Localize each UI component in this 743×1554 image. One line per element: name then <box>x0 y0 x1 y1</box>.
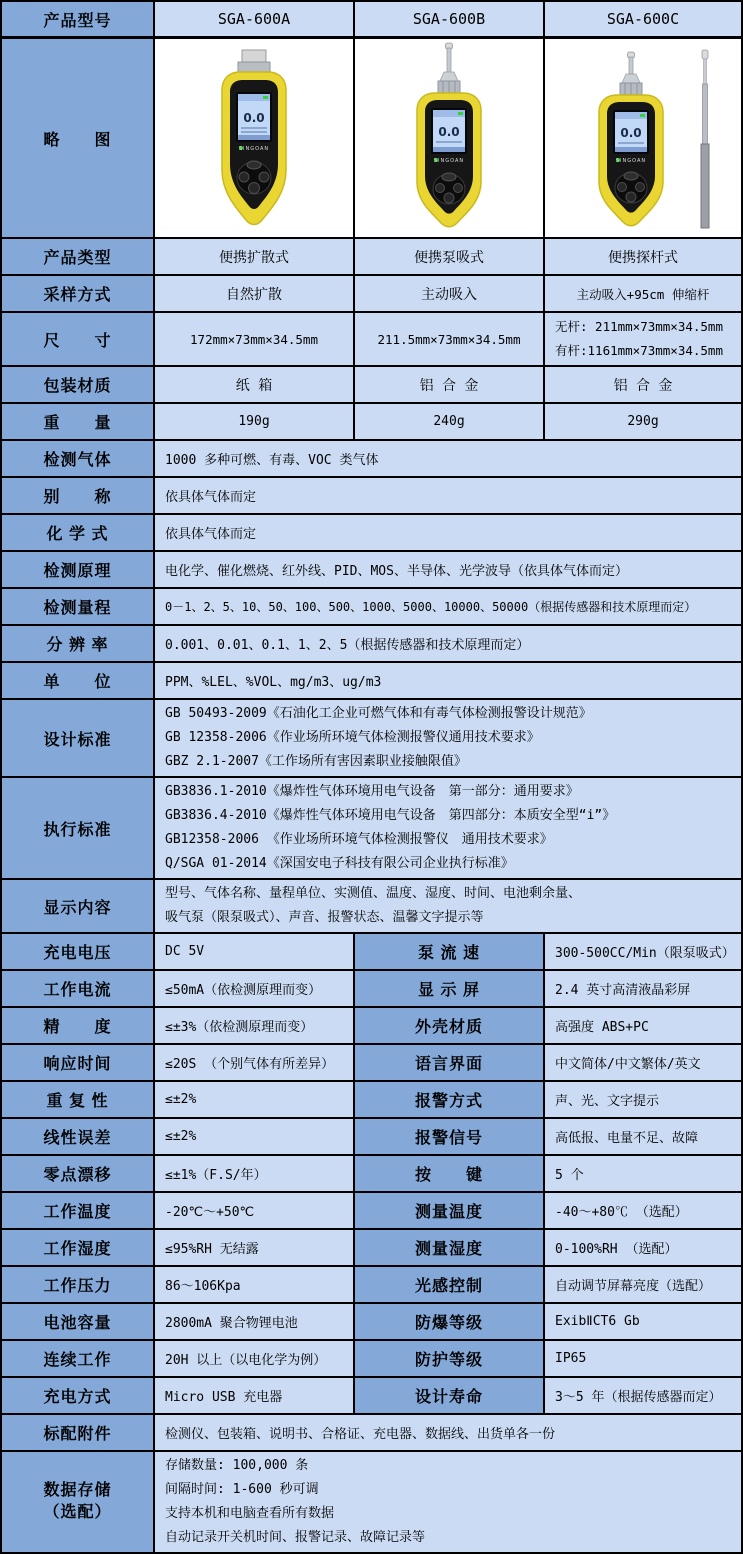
table-row <box>2 1193 741 1230</box>
spec-value: 中文简体/中文繁体/英文 <box>545 1045 741 1082</box>
spec-label: 报警方式 <box>355 1082 545 1119</box>
table-row <box>2 478 741 515</box>
spec-value: 电化学、催化燃烧、红外线、PID、MOS、半导体、光学波导（依具体气体而定） <box>155 552 741 589</box>
spec-label: 连续工作 <box>2 1341 155 1378</box>
spec-label <box>2 1452 155 1552</box>
model-name-a: SGA-600A <box>155 2 355 39</box>
spec-value: 0－1、2、5、10、50、100、500、1000、5000、10000、50000（根据传感器和技术原理而定） <box>155 589 741 626</box>
spec-value: 铝 合 金 <box>355 367 545 404</box>
storage-label-line1: 数据存储 <box>43 1482 112 1499</box>
table-row <box>2 404 741 441</box>
spec-label: 报警信号 <box>355 1119 545 1156</box>
spec-value: 自然扩散 <box>155 276 355 313</box>
standard-line: GB3836.1-2010《爆炸性气体环境用电气设备 第一部分：通用要求》 <box>165 784 579 799</box>
spec-label: 充电电压 <box>2 934 155 971</box>
table-row <box>2 626 741 663</box>
spec-label: 重 量 <box>2 404 155 441</box>
spec-label: 检测原理 <box>2 552 155 589</box>
spec-label: 测量温度 <box>355 1193 545 1230</box>
spec-value <box>155 1452 741 1552</box>
spec-label: 采样方式 <box>2 276 155 313</box>
spec-label: 显 示 屏 <box>355 971 545 1008</box>
table-row <box>2 1045 741 1082</box>
spec-value: 便携探杆式 <box>545 239 741 276</box>
standard-line: GB 50493-2009《石油化工企业可燃气体和有毒气体检测报警设计规范》 <box>165 706 592 721</box>
spec-label: 尺 寸 <box>2 313 155 367</box>
spec-value <box>545 313 741 367</box>
spec-value: ≤±1%（F.S/年） <box>155 1156 355 1193</box>
spec-label: 工作温度 <box>2 1193 155 1230</box>
spec-value: 铝 合 金 <box>545 367 741 404</box>
spec-value: 自动调节屏幕亮度（选配） <box>545 1267 741 1304</box>
table-row <box>2 1452 741 1552</box>
spec-value: 高低报、电量不足、故障 <box>545 1119 741 1156</box>
spec-value <box>155 778 741 880</box>
spec-value: PPM、%LEL、%VOL、mg/m3、ug/m3 <box>155 663 741 700</box>
spec-value: -40～+80℃ （选配） <box>545 1193 741 1230</box>
table-row <box>2 663 741 700</box>
spec-value <box>155 880 741 934</box>
table-header-row <box>2 2 741 39</box>
spec-value: 高强度 ABS+PC <box>545 1008 741 1045</box>
spec-value: 5 个 <box>545 1156 741 1193</box>
spec-label: 语言界面 <box>355 1045 545 1082</box>
table-row <box>2 552 741 589</box>
spec-label: 线性误差 <box>2 1119 155 1156</box>
product-image-cell-b <box>355 39 545 239</box>
spec-label: 光感控制 <box>355 1267 545 1304</box>
spec-value: 0.001、0.01、0.1、1、2、5（根据传感器和技术原理而定） <box>155 626 741 663</box>
storage-label-line2: （选配） <box>43 1504 112 1521</box>
spec-value: 便携泵吸式 <box>355 239 545 276</box>
spec-label: 别 称 <box>2 478 155 515</box>
spec-value: ≤20S （个别气体有所差异） <box>155 1045 355 1082</box>
model-name-c: SGA-600C <box>545 2 741 39</box>
spec-value: 1000 多种可燃、有毒、VOC 类气体 <box>155 441 741 478</box>
table-row <box>2 1267 741 1304</box>
standard-line: Q/SGA 01-2014《深国安电子科技有限公司企业执行标准》 <box>165 856 514 871</box>
table-row <box>2 1230 741 1267</box>
table-row <box>2 1082 741 1119</box>
svg-text:0.0: 0.0 <box>243 111 265 125</box>
standard-line: GBZ 2.1-2007《工作场所有害因素职业接触限值》 <box>165 754 467 769</box>
spec-value: 检测仪、包装箱、说明书、合格证、充电器、数据线、出货单各一份 <box>155 1415 741 1452</box>
product-image-cell-c <box>545 39 741 239</box>
spec-label: 外壳材质 <box>355 1008 545 1045</box>
spec-value: 便携扩散式 <box>155 239 355 276</box>
table-row <box>2 313 741 367</box>
spec-label: 执行标准 <box>2 778 155 880</box>
spec-value: 主动吸入 <box>355 276 545 313</box>
table-row <box>2 239 741 276</box>
standard-line: GB 12358-2006《作业场所环境气体检测报警仪通用技术要求》 <box>165 730 540 745</box>
spec-value: ≤±2% <box>155 1082 355 1119</box>
sketch-row <box>2 39 741 239</box>
storage-line: 支持本机和电脑查看所有数据 <box>165 1506 335 1521</box>
spec-value: 主动吸入+95cm 伸缩杆 <box>545 276 741 313</box>
spec-value: 290g <box>545 404 741 441</box>
table-row <box>2 367 741 404</box>
spec-label: 测量湿度 <box>355 1230 545 1267</box>
table-row <box>2 1119 741 1156</box>
spec-label: 重 复 性 <box>2 1082 155 1119</box>
spec-value: DC 5V <box>155 934 355 971</box>
spec-value: 2.4 英寸高清液晶彩屏 <box>545 971 741 1008</box>
spec-value: ≤95%RH 无结露 <box>155 1230 355 1267</box>
storage-line: 存储数量: 100,000 条 <box>165 1458 309 1473</box>
header-label: 产品型号 <box>2 2 155 39</box>
spec-value: 3～5 年（根据传感器而定） <box>545 1378 741 1415</box>
spec-label: 精 度 <box>2 1008 155 1045</box>
size-without-rod: 无杆: 211mm×73mm×34.5mm <box>555 319 723 334</box>
table-row <box>2 441 741 478</box>
spec-label: 电池容量 <box>2 1304 155 1341</box>
table-row <box>2 934 741 971</box>
gas-detector-pump-illustration <box>359 42 539 234</box>
sketch-label: 略 图 <box>2 39 155 239</box>
spec-value: 依具体气体而定 <box>155 515 741 552</box>
table-row <box>2 1304 741 1341</box>
svg-text:0.0: 0.0 <box>438 125 460 139</box>
spec-value: 211.5mm×73mm×34.5mm <box>355 313 545 367</box>
spec-value: 240g <box>355 404 545 441</box>
table-row <box>2 1156 741 1193</box>
spec-value: 纸 箱 <box>155 367 355 404</box>
spec-value: ExibⅡCT6 Gb <box>545 1304 741 1341</box>
storage-line: 自动记录开关机时间、报警记录、故障记录等 <box>165 1530 426 1545</box>
spec-label: 工作湿度 <box>2 1230 155 1267</box>
standard-line: GB12358-2006 《作业场所环境气体检测报警仪 通用技术要求》 <box>165 832 553 847</box>
spec-value: 172mm×73mm×34.5mm <box>155 313 355 367</box>
spec-value: 86～106Kpa <box>155 1267 355 1304</box>
spec-label: 泵 流 速 <box>355 934 545 971</box>
svg-text:SINGOAN: SINGOAN <box>433 158 465 164</box>
display-content-line: 吸气泵（限泵吸式）、声音、报警状态、温馨文字提示等 <box>165 910 484 925</box>
spec-label: 响应时间 <box>2 1045 155 1082</box>
spec-value: 0-100%RH （选配） <box>545 1230 741 1267</box>
table-row <box>2 276 741 313</box>
spec-label: 工作电流 <box>2 971 155 1008</box>
spec-label: 单 位 <box>2 663 155 700</box>
spec-value: 声、光、文字提示 <box>545 1082 741 1119</box>
table-row <box>2 778 741 880</box>
spec-label: 检测气体 <box>2 441 155 478</box>
table-row <box>2 1378 741 1415</box>
spec-value: ≤±3%（依检测原理而变） <box>155 1008 355 1045</box>
table-row <box>2 700 741 778</box>
spec-label: 显示内容 <box>2 880 155 934</box>
spec-value: ≤±2% <box>155 1119 355 1156</box>
svg-text:0.0: 0.0 <box>620 126 642 140</box>
spec-label: 化 学 式 <box>2 515 155 552</box>
table-row <box>2 880 741 934</box>
table-row <box>2 515 741 552</box>
spec-value: 300-500CC/Min（限泵吸式） <box>545 934 741 971</box>
table-row <box>2 589 741 626</box>
svg-text:SINGOAN: SINGOAN <box>238 146 270 152</box>
table-row <box>2 1415 741 1452</box>
model-name-b: SGA-600B <box>355 2 545 39</box>
spec-label: 充电方式 <box>2 1378 155 1415</box>
display-content-line: 型号、气体名称、量程单位、实测值、温度、湿度、时间、电池剩余量、 <box>165 886 582 901</box>
svg-text:SINGOAN: SINGOAN <box>615 158 647 164</box>
telescopic-rod-illustration <box>701 50 709 228</box>
spec-label: 包装材质 <box>2 367 155 404</box>
spec-value: ≤50mA（依检测原理而变） <box>155 971 355 1008</box>
gas-detector-probe-illustration <box>553 42 733 234</box>
standard-line: GB3836.4-2010《爆炸性气体环境用电气设备 第四部分：本质安全型“i”》 <box>165 808 616 823</box>
table-row <box>2 971 741 1008</box>
spec-label: 防爆等级 <box>355 1304 545 1341</box>
spec-value: IP65 <box>545 1341 741 1378</box>
spec-value: Micro USB 充电器 <box>155 1378 355 1415</box>
product-image-cell-a <box>155 39 355 239</box>
spec-label: 设计标准 <box>2 700 155 778</box>
spec-label: 防护等级 <box>355 1341 545 1378</box>
spec-label: 标配附件 <box>2 1415 155 1452</box>
spec-label: 产品类型 <box>2 239 155 276</box>
table-row <box>2 1341 741 1378</box>
spec-value: 190g <box>155 404 355 441</box>
spec-value <box>155 700 741 778</box>
spec-value: -20℃～+50℃ <box>155 1193 355 1230</box>
size-with-rod: 有杆:1161mm×73mm×34.5mm <box>555 343 723 358</box>
spec-label: 设计寿命 <box>355 1378 545 1415</box>
table-row <box>2 1008 741 1045</box>
spec-label: 工作压力 <box>2 1267 155 1304</box>
spec-value: 依具体气体而定 <box>155 478 741 515</box>
spec-label: 检测量程 <box>2 589 155 626</box>
gas-detector-diffusion-illustration <box>164 42 344 234</box>
spec-label: 零点漂移 <box>2 1156 155 1193</box>
spec-value: 20H 以上（以电化学为例） <box>155 1341 355 1378</box>
storage-line: 间隔时间: 1-600 秒可调 <box>165 1482 319 1497</box>
spec-label: 分 辨 率 <box>2 626 155 663</box>
spec-label: 按 键 <box>355 1156 545 1193</box>
spec-value: 2800mA 聚合物锂电池 <box>155 1304 355 1341</box>
